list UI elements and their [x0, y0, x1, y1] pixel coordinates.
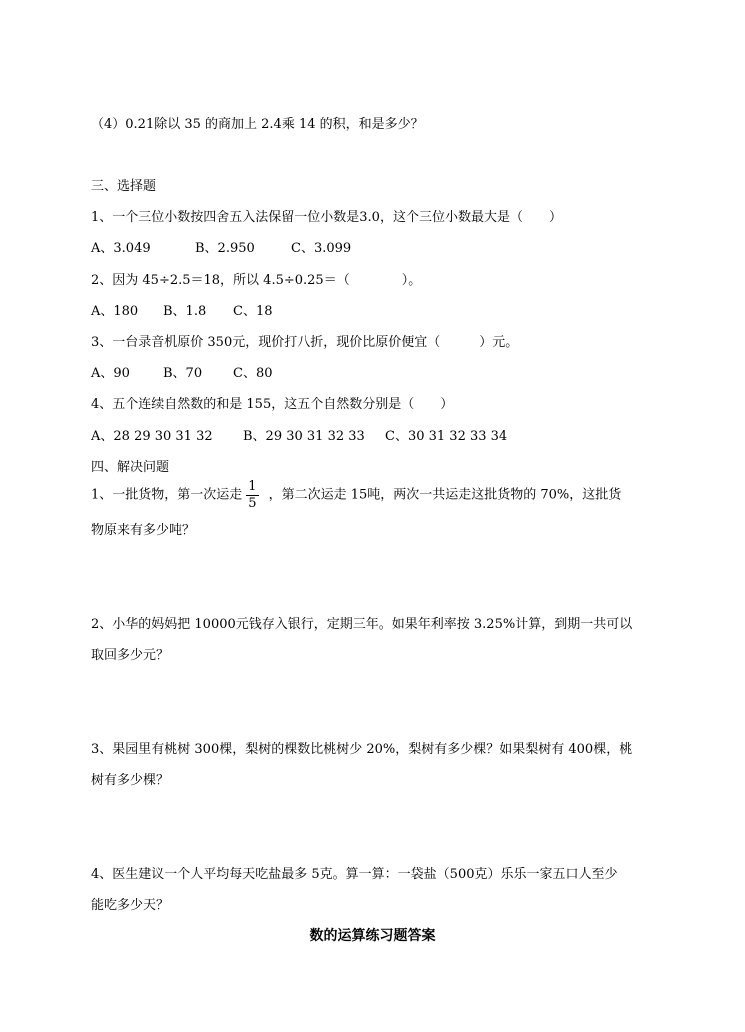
- option-b: B、1.8: [163, 304, 207, 319]
- choice-question-1: 1、一个三位小数按四舍五入法保留一位小数是3.0，这个三位小数最大是（ ）: [91, 210, 562, 225]
- choice-question-3: 3、一台录音机原价 350元，现价打八折，现价比原价便宜（ ）元。: [91, 335, 519, 350]
- problem-1-line-1: [91, 480, 621, 511]
- option-c: C、80: [233, 366, 273, 381]
- problem-3-line-2: 树有多少棵？: [91, 773, 170, 788]
- option-a: A、3.049: [91, 241, 151, 256]
- problem-4-line-2: 能吃多少天？: [91, 898, 170, 913]
- problem-2-line-2: 取回多少元？: [91, 648, 170, 663]
- question-3-4: （4）0.21除以 35 的商加上 2.4乘 14 的积，和是多少？: [91, 117, 424, 132]
- fraction: [246, 480, 258, 511]
- choice-options-3: [91, 365, 273, 383]
- choice-options-4: [91, 428, 507, 446]
- choice-options-1: [91, 240, 351, 258]
- section-4-heading: 四、解决问题: [91, 460, 170, 475]
- option-a: A、90: [91, 366, 130, 381]
- option-c: C、3.099: [291, 241, 352, 256]
- option-c: C、30 31 32 33 34: [385, 429, 508, 444]
- option-b: B、2.950: [195, 241, 255, 256]
- option-b: B、29 30 31 32 33: [243, 429, 365, 444]
- section-3-heading: 三、选择题: [91, 179, 157, 194]
- option-c: C、18: [233, 304, 273, 319]
- option-b: B、70: [163, 366, 203, 381]
- fraction-numerator: 1: [248, 479, 257, 494]
- choice-question-4: 4、五个连续自然数的和是 155，这五个自然数分别是（ ）: [91, 397, 454, 412]
- option-a: A、180: [91, 304, 139, 319]
- problem-1-suffix: ，第二次运走 15吨，两次一共运走这批货物的 70%，这批货: [268, 487, 622, 503]
- fraction-denominator: 5: [248, 496, 257, 511]
- problem-4-line-1: 4、医生建议一个人平均每天吃盐最多 5克。算一算：一袋盐（500克）乐乐一家五口人至少: [91, 867, 618, 882]
- problem-1-prefix: 1、一批货物，第一次运走: [91, 487, 243, 503]
- problem-2-line-1: 2、小华的妈妈把 10000元钱存入银行，定期三年。如果年利率按 3.25%计算，到期一共可以: [91, 617, 633, 632]
- problem-3-line-1: 3、果园里有桃树 300棵，梨树的棵数比桃树少 20%，梨树有多少棵？如果梨树有 400棵，桃: [91, 742, 633, 757]
- choice-options-2: [91, 303, 273, 321]
- option-a: A、28 29 30 31 32: [91, 429, 213, 444]
- choice-question-2: 2、因为 45÷2.5＝18，所以 4.5÷0.25＝（ ）。: [91, 273, 422, 288]
- answer-section-title: 数的运算练习题答案: [309, 928, 436, 944]
- problem-1-line-2: 物原来有多少吨？: [91, 523, 196, 538]
